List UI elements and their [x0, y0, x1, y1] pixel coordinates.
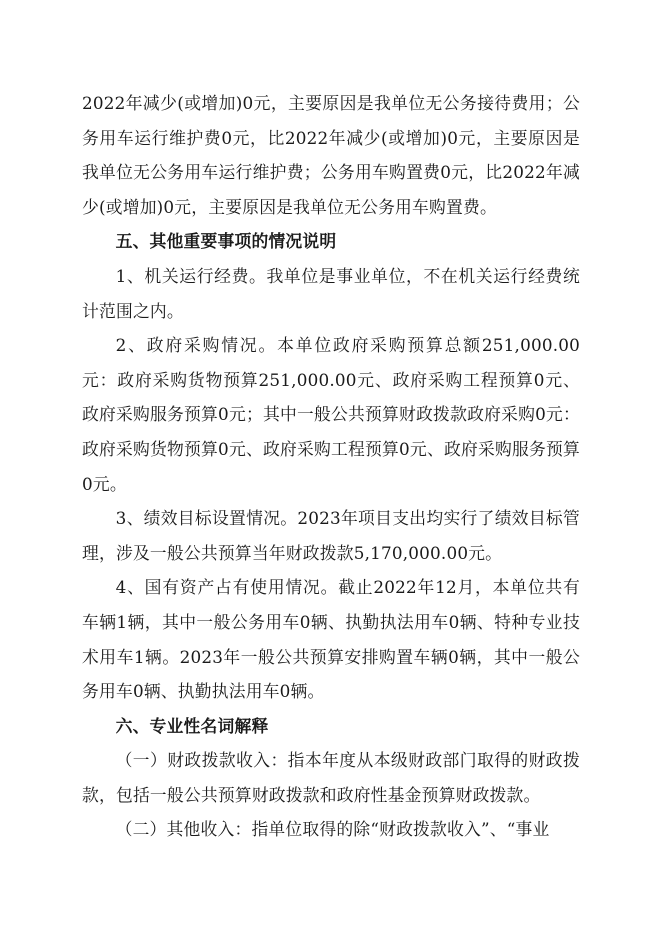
- section-heading-other-important-matters: 五、其他重要事项的情况说明: [115, 231, 337, 252]
- section-heading-terminology: 六、专业性名词解释: [115, 715, 269, 736]
- paragraph-agency-operating-expenses: 1、机关运行经费。我单位是事业单位，不在机关运行经费统计范围之内。: [82, 265, 580, 321]
- paragraph-fiscal-appropriation-income: （一）财政拨款收入：指本年度从本级财政部门取得的财政拨款，包括一般公共预算财政拨款和政府性基金预算财政拨款。: [82, 750, 580, 805]
- paragraph-government-procurement: 2、政府采购情况。本单位政府采购预算总额251,000.00元：政府采购货物预算251,000.00元、政府采购工程预算0元、政府采购服务预算0元；其中一般公共预算财政拨款政府采购0元：政府采购货物预算0元、政府采购工程预算0元、政府采购服务预算0元。: [82, 335, 580, 494]
- document-page: [82, 86, 580, 847]
- paragraph-public-vehicle-expenses: 2022年减少(或增加)0元，主要原因是我单位无公务接待费用；公务用车运行维护费0元，比2022年减少(或增加)0元，主要原因是我单位无公务用车运行维护费；公务用车购置费0元，比2022年减少(或增加)0元，主要原因是我单位无公务用车购置费。: [82, 93, 580, 217]
- paragraph-other-income: （二）其他收入：指单位取得的除“财政拨款收入”、“事业: [115, 819, 550, 840]
- paragraph-state-owned-assets: 4、国有资产占有使用情况。截止2022年12月，本单位共有车辆1辆，其中一般公务用车0辆、执勤执法用车0辆、特种专业技术用车1辆。2023年一般公共预算安排购置车辆0辆，其中一般公务用车0辆、执勤执法用车0辆。: [82, 577, 580, 702]
- paragraph-performance-targets: 3、绩效目标设置情况。2023年项目支出均实行了绩效目标管理，涉及一般公共预算当年财政拨款5,170,000.00元。: [82, 508, 580, 563]
